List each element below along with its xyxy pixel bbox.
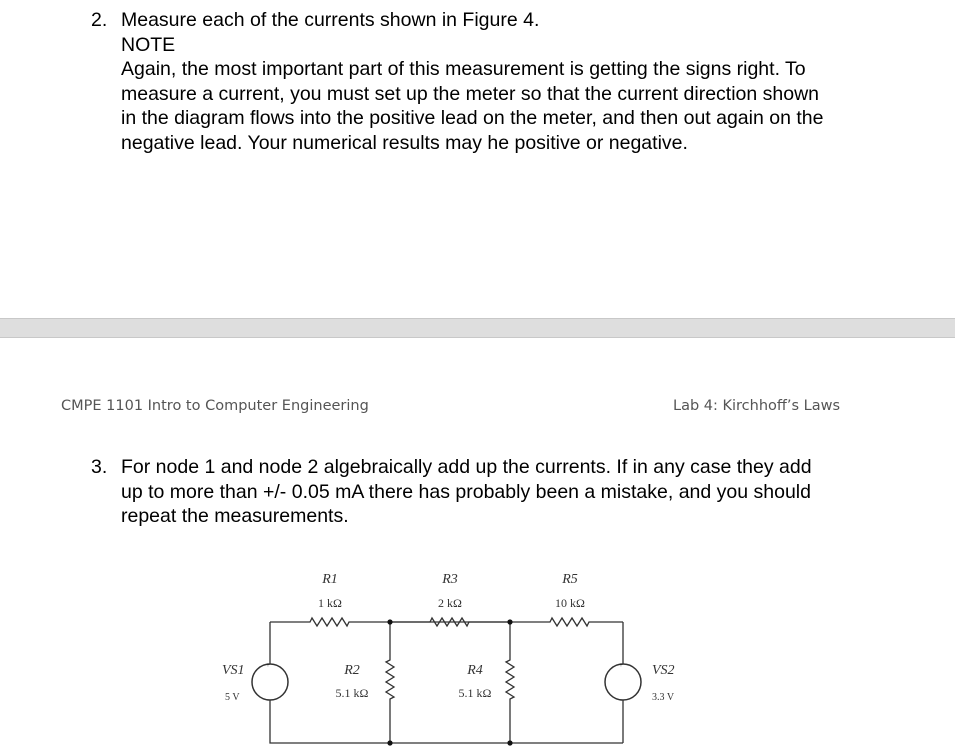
node-1-bottom [387, 740, 392, 745]
vs1-name: VS1 [222, 663, 245, 678]
item2-line-6: negative lead. Your numerical results may he positive or negative. [121, 131, 688, 154]
node-2-top [507, 619, 512, 624]
vs2-plus-sign: + [619, 661, 623, 669]
vs2-value: 3.3 V [652, 692, 675, 703]
r2-value: 5.1 kΩ [335, 686, 369, 700]
vs2-name: VS2 [652, 663, 675, 678]
r3-name: R3 [442, 572, 458, 587]
header-course: CMPE 1101 Intro to Computer Engineering [61, 398, 369, 414]
r4-name: R4 [467, 663, 483, 678]
list-number: 2. [91, 9, 108, 31]
r4-value: 5.1 kΩ [458, 686, 492, 700]
r3-value: 2 kΩ [438, 596, 462, 610]
note-label: NOTE [121, 33, 176, 56]
r1-value: 1 kΩ [318, 596, 342, 610]
list-number: 3. [91, 456, 108, 478]
vs1-source [252, 664, 288, 700]
item3-line-3: repeat the measurements. [121, 505, 349, 528]
vs1-plus-sign: + [266, 661, 270, 669]
item3-line-1: For node 1 and node 2 algebraically add up the currents. If in any case they add [121, 456, 812, 478]
node-2-bottom [507, 740, 512, 745]
circuit-diagram [210, 560, 690, 750]
r2-resistor [386, 622, 394, 743]
wire-top-r3 [390, 618, 510, 626]
wire-top-r5 [510, 618, 623, 626]
vs2-source [605, 664, 641, 700]
item2-line-1: Measure each of the currents shown in Figure 4. [121, 9, 540, 31]
r1-name: R1 [322, 572, 338, 587]
item2-line-5: in the diagram flows into the positive lead on the meter, and then out again on the [121, 107, 824, 130]
list-item-3 [91, 455, 851, 529]
list-item-2 [91, 8, 851, 156]
r5-value: 10 kΩ [555, 596, 585, 610]
r4-resistor [506, 622, 514, 743]
vs1-minus-sign: - [267, 696, 270, 704]
header-lab-title: Lab 4: Kirchhoff’s Laws [673, 398, 841, 414]
node-1-top [387, 619, 392, 624]
vs1-value: 5 V [225, 692, 240, 703]
item3-line-2: up to more than +/- 0.05 mA there has probably been a mistake, and you should [121, 480, 811, 503]
wire-left [270, 622, 623, 743]
r5-name: R5 [562, 572, 578, 587]
page-break [0, 318, 955, 338]
item2-line-3: Again, the most important part of this measurement is getting the signs right. To [121, 58, 806, 81]
r2-name: R2 [344, 663, 360, 678]
item2-line-4: measure a current, you must set up the meter so that the current direction shown [121, 82, 820, 105]
vs2-minus-sign: - [620, 696, 623, 704]
